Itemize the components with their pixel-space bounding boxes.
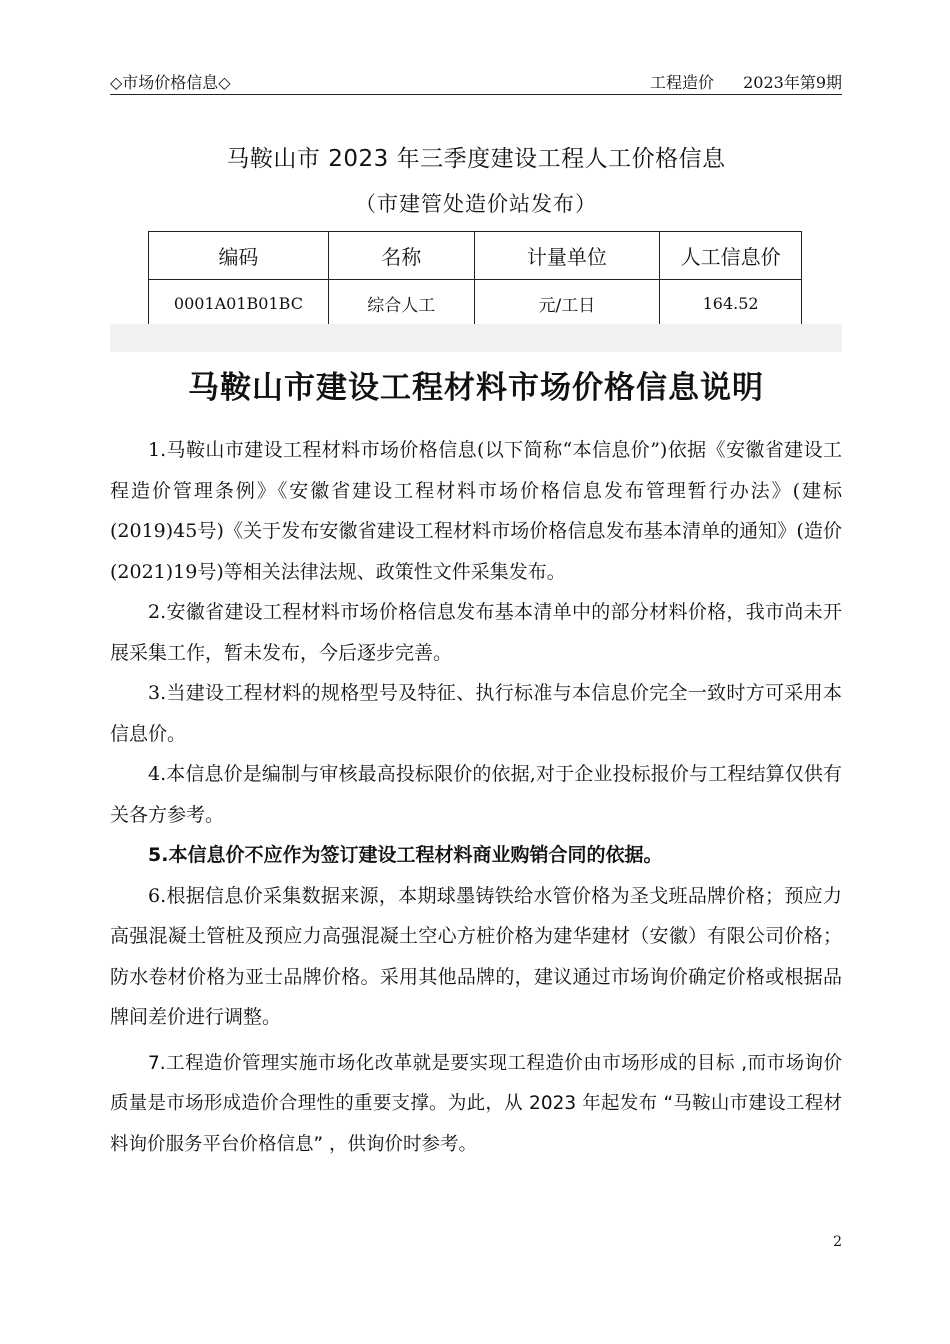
labor-price-title: 马鞍山市 2023 年三季度建设工程人工价格信息 — [226, 146, 726, 172]
column-header-unit: 计量单位 — [474, 232, 660, 280]
column-header-code: 编码 — [149, 232, 329, 280]
table-header-row — [149, 232, 802, 280]
explanation-title: 马鞍山市建设工程材料市场价格信息说明 — [188, 370, 764, 406]
paragraph-4: 4.本信息价是编制与审核最高投标限价的依据,对于企业投标报价与工程结算仅供有关各方参考。 — [110, 763, 842, 826]
paragraph-5: 5.本信息价不应作为签订建设工程材料商业购销合同的依据。 — [148, 844, 663, 866]
running-header — [110, 68, 842, 95]
paragraph-6: 6.根据信息价采集数据来源，本期球墨铸铁给水管价格为圣戈班品牌价格；预应力高强混凝土管桩及预应力高强混凝土空心方桩价格为建华建材（安徽）有限公司价格；防水卷材价格为亚士品牌价格。采用其他品牌的，建议通过市场询价确定价格或根据品牌间差价进行调整。 — [110, 884, 842, 1028]
labor-price-subtitle: （市建管处造价站发布） — [355, 192, 597, 216]
page-number: 2 — [833, 1234, 842, 1250]
paragraph-1: 1.马鞍山市建设工程材料市场价格信息(以下简称“本信息价”)依据《安徽省建设工程造价管理条例》《安徽省建设工程材料市场价格信息发布管理暂行办法》(建标(2019)45号)《关于发布安徽省建设工程材料市场价格信息发布基本清单的通知》(造价(2021)19号)等相关法律法规、政策性文件采集发布。 — [110, 439, 842, 583]
paragraph-7: 7.工程造价管理实施市场化改革就是要实现工程造价由市场形成的目标 ,而市场询价质量是市场形成造价合理性的重要支撑。为此，从 2023 年起发布 “马鞍山市建设工程材料询价服务平台价格信息” ，供询价时参考。 — [110, 1052, 842, 1155]
separator-band — [110, 324, 842, 352]
header-publication: 工程造价 — [650, 73, 715, 92]
cell-code: 0001A01B01BC — [149, 280, 329, 327]
column-header-price: 人工信息价 — [660, 232, 802, 280]
cell-unit: 元/工日 — [474, 280, 660, 327]
paragraph-2: 2.安徽省建设工程材料市场价格信息发布基本清单中的部分材料价格，我市尚未开展采集工作，暂未发布，今后逐步完善。 — [110, 601, 842, 664]
paragraph-3: 3.当建设工程材料的规格型号及特征、执行标准与本信息价完全一致时方可采用本信息价。 — [110, 682, 842, 745]
header-section-name: ◇市场价格信息◇ — [110, 73, 231, 92]
labor-price-table — [148, 231, 802, 327]
cell-price: 164.52 — [660, 280, 802, 327]
column-header-name: 名称 — [328, 232, 474, 280]
header-issue: 2023年第9期 — [743, 73, 842, 92]
table-row — [149, 280, 802, 327]
explanation-body — [110, 430, 842, 1165]
cell-name: 综合人工 — [328, 280, 474, 327]
